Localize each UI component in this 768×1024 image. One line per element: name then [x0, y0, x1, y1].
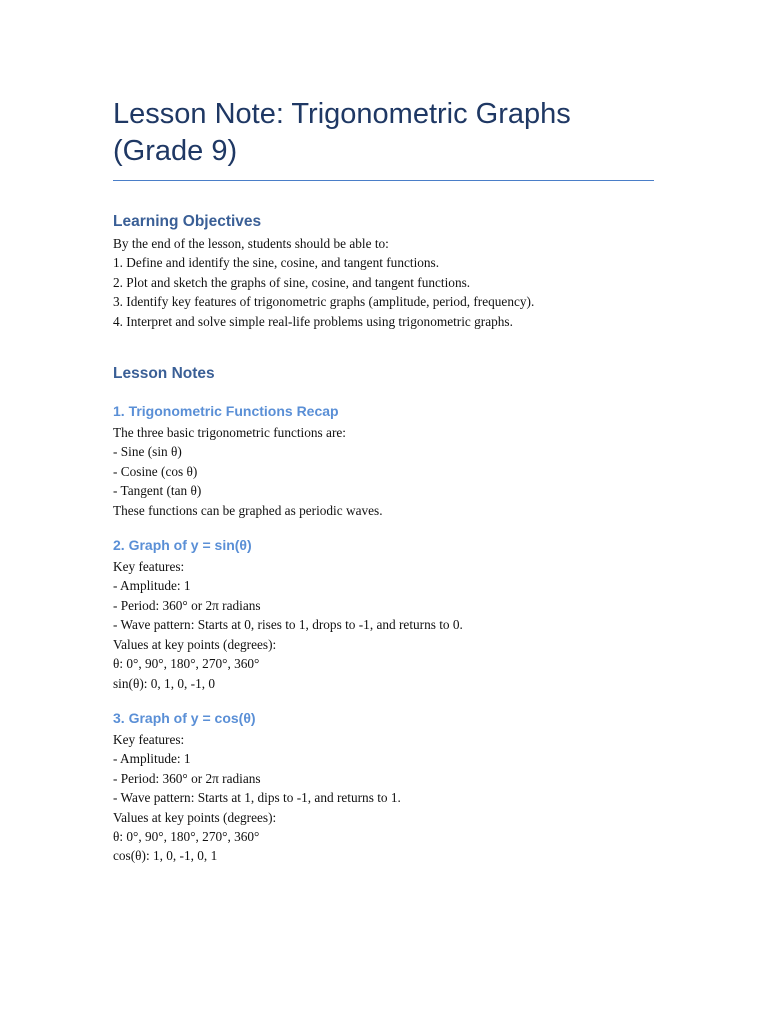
- section-heading-recap: 1. Trigonometric Functions Recap: [113, 403, 339, 420]
- body-line: - Sine (sin θ): [113, 444, 182, 460]
- body-line: - Tangent (tan θ): [113, 483, 202, 499]
- learning-objectives-heading: Learning Objectives: [113, 213, 262, 230]
- section-body-sine: [113, 557, 655, 693]
- body-line: - Cosine (cos θ): [113, 463, 198, 479]
- objective-item: 4. Interpret and solve simple real-life problems using trigonometric graphs.: [113, 313, 513, 329]
- body-line: These functions can be graphed as periodic waves.: [113, 502, 383, 518]
- body-line: - Amplitude: 1: [113, 578, 191, 594]
- body-line: - Wave pattern: Starts at 1, dips to -1, and returns to 1.: [113, 790, 401, 806]
- body-line: The three basic trigonometric functions are:: [113, 425, 346, 441]
- body-line: - Period: 360° or 2π radians: [113, 597, 261, 613]
- body-line: Values at key points (degrees):: [113, 636, 277, 652]
- body-line: Key features:: [113, 731, 185, 747]
- body-line: θ: 0°, 90°, 180°, 270°, 360°: [113, 828, 260, 844]
- body-line: θ: 0°, 90°, 180°, 270°, 360°: [113, 656, 260, 672]
- learning-objectives-list: [113, 234, 655, 331]
- body-line: - Wave pattern: Starts at 0, rises to 1, drops to -1, and returns to 0.: [113, 617, 463, 633]
- body-line: cos(θ): 1, 0, -1, 0, 1: [113, 848, 218, 864]
- objective-item: 2. Plot and sketch the graphs of sine, cosine, and tangent functions.: [113, 274, 471, 290]
- section-body-recap: [113, 423, 655, 520]
- body-line: sin(θ): 0, 1, 0, -1, 0: [113, 675, 216, 691]
- objective-item: 3. Identify key features of trigonometric graphs (amplitude, period, frequency).: [113, 294, 535, 310]
- section-heading-cosine: 3. Graph of y = cos(θ): [113, 709, 256, 726]
- objective-item: 1. Define and identify the sine, cosine, and tangent functions.: [113, 255, 440, 271]
- body-line: Key features:: [113, 559, 185, 575]
- lesson-notes-heading: Lesson Notes: [113, 365, 215, 383]
- document-title: Lesson Note: Trigonometric Graphs (Grade 9): [113, 96, 654, 181]
- section-body-cosine: [113, 730, 655, 866]
- body-line: Values at key points (degrees):: [113, 809, 277, 825]
- section-heading-sine: 2. Graph of y = sin(θ): [113, 537, 252, 554]
- objectives-intro: By the end of the lesson, students should be able to:: [113, 236, 389, 251]
- body-line: - Period: 360° or 2π radians: [113, 770, 261, 786]
- body-line: - Amplitude: 1: [113, 751, 191, 767]
